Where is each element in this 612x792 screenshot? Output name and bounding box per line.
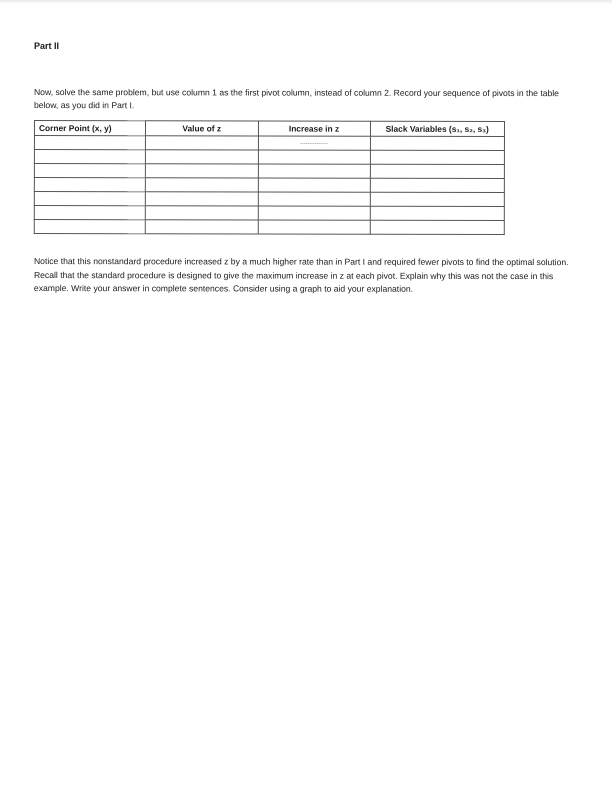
cell-increase-in-z[interactable] — [258, 150, 370, 164]
cell-increase-in-z[interactable] — [258, 220, 370, 234]
header-corner-point: Corner Point (x, y) — [34, 121, 145, 136]
cell-corner-point[interactable] — [34, 178, 145, 192]
table-row — [34, 220, 504, 235]
cell-value-of-z[interactable] — [145, 164, 258, 178]
explanation-prompt-paragraph: Notice that this nonstandard procedure increased z by a much higher rate than in Part I and required fewer pivots to find the optimal solution. Recall that the standard procedure is designed to give the maximum increase in z at each pivot. Explain why this was not the case in this example. Write your answer in complete sentences. Consider using a graph to aid your explanation. — [33, 256, 569, 294]
cell-increase-in-z — [258, 136, 370, 150]
pivot-table — [34, 120, 505, 235]
cell-slack-variables[interactable] — [370, 206, 505, 220]
cell-increase-in-z[interactable] — [258, 178, 370, 192]
table-row — [34, 150, 504, 165]
cell-corner-point[interactable] — [34, 164, 145, 178]
cell-slack-variables[interactable] — [370, 150, 505, 164]
table-row — [34, 192, 504, 207]
cell-corner-point[interactable] — [34, 150, 145, 164]
cell-value-of-z[interactable] — [145, 150, 258, 164]
table-header-row — [34, 121, 504, 137]
cell-corner-point[interactable] — [34, 136, 145, 150]
table-row — [34, 206, 504, 221]
cell-corner-point[interactable] — [34, 220, 145, 234]
scan-top-edge — [0, 0, 612, 4]
table-row — [34, 178, 504, 193]
header-slack-variables: Slack Variables (s₁, s₂, s₃) — [370, 121, 505, 136]
cell-corner-point[interactable] — [34, 206, 145, 220]
cell-increase-in-z[interactable] — [258, 206, 370, 220]
cell-increase-in-z[interactable] — [258, 164, 370, 178]
cell-value-of-z[interactable] — [145, 192, 258, 206]
cell-value-of-z[interactable] — [145, 178, 258, 192]
cell-corner-point[interactable] — [34, 192, 145, 206]
cell-slack-variables[interactable] — [370, 220, 505, 234]
cell-value-of-z[interactable] — [145, 206, 258, 220]
table-row — [34, 164, 504, 179]
cell-slack-variables[interactable] — [370, 136, 505, 150]
increase-placeholder-dashes: --------------- — [299, 140, 328, 147]
section-heading: Part II — [34, 41, 60, 51]
header-value-of-z: Value of z — [145, 121, 258, 136]
instructions-paragraph: Now, solve the same problem, but use column 1 as the first pivot column, instead of column 2. Record your sequence of pivots in the table below, as you did in Part I. — [33, 87, 559, 111]
cell-slack-variables[interactable] — [370, 164, 505, 178]
cell-value-of-z[interactable] — [145, 136, 258, 150]
cell-value-of-z[interactable] — [145, 220, 258, 234]
header-increase-in-z: Increase in z — [258, 121, 370, 136]
cell-slack-variables[interactable] — [370, 178, 505, 192]
cell-slack-variables[interactable] — [370, 192, 505, 206]
cell-increase-in-z[interactable] — [258, 192, 370, 206]
table-row — [34, 136, 504, 151]
